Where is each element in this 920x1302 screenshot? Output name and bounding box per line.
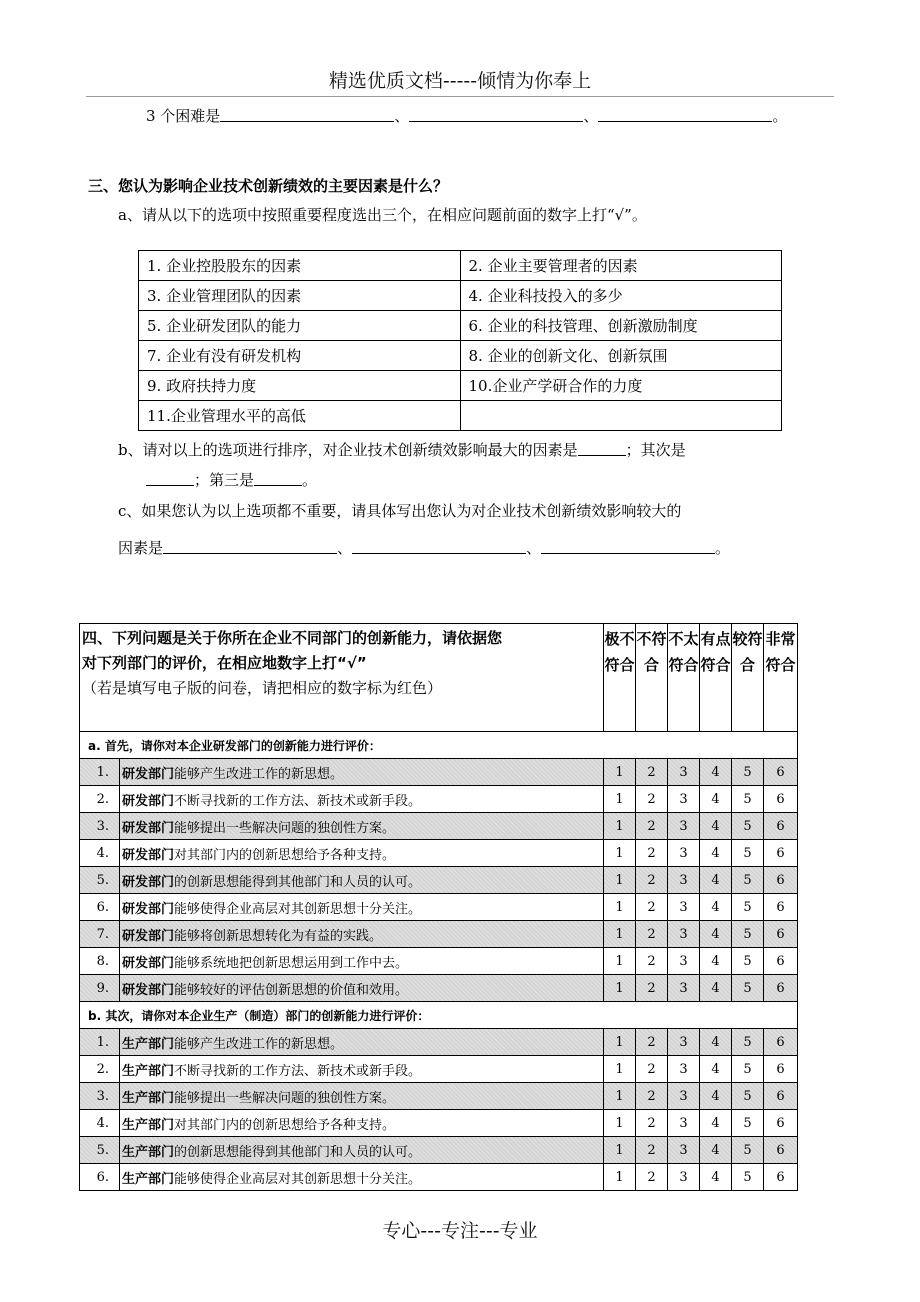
rating-option-1[interactable]: 1 [604,1164,636,1191]
rating-option-5[interactable]: 5 [732,948,764,975]
factor-option[interactable]: 1. 企业控股股东的因素 [139,251,461,281]
rank-second-blank[interactable] [146,471,194,486]
factor-option[interactable]: 6. 企业的科技管理、创新激励制度 [460,311,782,341]
rating-option-4[interactable]: 4 [700,840,732,867]
rating-option-5[interactable]: 5 [732,867,764,894]
rating-option-5[interactable]: 5 [732,786,764,813]
section4-intro [80,624,604,732]
question-text [120,975,604,1002]
question-text [120,1110,604,1137]
instruction-b-text: b、请对以上的选项进行排序，对企业技术创新绩效影响最大的因素是 [118,441,578,459]
question-statement: 不断寻找新的工作方法、新技术或新手段。 [174,1063,422,1079]
rating-option-2[interactable]: 2 [636,921,668,948]
question-statement: 能够系统地把创新思想运用到工作中去。 [174,955,409,971]
separator: 、 [394,107,410,125]
question-text [120,1164,604,1191]
column-header-somewhat-disagree: 不太符合 [668,624,700,732]
table-row [80,759,798,786]
department-name: 研发部门 [122,928,175,944]
difficulty-blank-1[interactable] [220,107,394,122]
table-row [80,1083,798,1110]
question-text [120,759,604,786]
other-factor-blank-3[interactable] [541,539,715,554]
rating-option-4[interactable]: 4 [700,867,732,894]
table-row [80,840,798,867]
rating-option-3[interactable]: 3 [668,1029,700,1056]
table-row [80,948,798,975]
section4-note: （若是填写电子版的问卷，请把相应的数字标为红色） [82,679,443,697]
question-statement: 能够提出一些解决问题的独创性方案。 [174,1090,396,1106]
rating-option-1[interactable]: 1 [604,1110,636,1137]
question-statement: 能够较好的评估创新思想的价值和效用。 [174,982,409,998]
rating-option-1[interactable]: 1 [604,948,636,975]
rating-option-3[interactable]: 3 [668,1164,700,1191]
question-statement: 对其部门内的创新思想给予各种支持。 [174,847,396,863]
question-text [120,1029,604,1056]
department-name: 研发部门 [122,820,175,836]
rating-option-3[interactable]: 3 [668,813,700,840]
section3-instruction-c-cont [118,537,730,559]
question-number: 5. [80,867,120,894]
instruction-b-text: ；第三是 [194,471,255,489]
question-text [120,948,604,975]
question-statement: 的创新思想能得到其他部门和人员的认可。 [174,1144,422,1160]
rating-option-2[interactable]: 2 [636,1164,668,1191]
rating-option-1[interactable]: 1 [604,921,636,948]
rating-option-4[interactable]: 4 [700,1083,732,1110]
end-mark: 。 [772,107,788,125]
rating-option-6[interactable]: 6 [764,1029,798,1056]
section4-heading-line2: 对下列部门的评价，在相应地数字上打“√” [82,654,367,672]
page-footer: 专心---专注---专业 [382,1220,538,1242]
rating-option-5[interactable]: 5 [732,975,764,1002]
rating-option-6[interactable]: 6 [764,759,798,786]
factor-option[interactable]: 5. 企业研发团队的能力 [139,311,461,341]
innovation-rating-table [79,623,798,1191]
rating-option-3[interactable]: 3 [668,840,700,867]
rating-option-4[interactable]: 4 [700,786,732,813]
column-header-somewhat-agree: 有点符合 [700,624,732,732]
factor-option[interactable]: 11.企业管理水平的高低 [139,401,461,431]
table-row [80,786,798,813]
department-name: 研发部门 [122,847,175,863]
rating-option-5[interactable]: 5 [732,1137,764,1164]
part-a-rows [80,759,798,1002]
rating-option-5[interactable]: 5 [732,759,764,786]
rating-option-3[interactable]: 3 [668,759,700,786]
rating-option-5[interactable]: 5 [732,921,764,948]
difficulty-blank-2[interactable] [409,107,583,122]
question-statement: 不断寻找新的工作方法、新技术或新手段。 [174,793,422,809]
rating-option-4[interactable]: 4 [700,975,732,1002]
rating-option-5[interactable]: 5 [732,840,764,867]
question-text [120,1083,604,1110]
rating-option-2[interactable]: 2 [636,1029,668,1056]
question-statement: 能够使得企业高层对其创新思想十分关注。 [174,901,422,917]
section4-heading-line1: 四、下列问题是关于你所在企业不同部门的创新能力，请依据您 [82,629,503,647]
question-statement: 对其部门内的创新思想给予各种支持。 [174,1117,396,1133]
difficulty-blank-3[interactable] [598,107,772,122]
question-statement: 能够使得企业高层对其创新思想十分关注。 [174,1171,422,1187]
question-statement: 能够产生改进工作的新思想。 [174,766,344,782]
department-name: 生产部门 [122,1090,175,1106]
instruction-b-text: ；其次是 [625,441,686,459]
factor-option[interactable]: 9. 政府扶持力度 [139,371,461,401]
question-number: 4. [80,840,120,867]
rating-option-1[interactable]: 1 [604,1029,636,1056]
column-header-strongly-agree: 非常符合 [764,624,798,732]
factor-option[interactable]: 3. 企业管理团队的因素 [139,281,461,311]
rating-option-2[interactable]: 2 [636,1110,668,1137]
question-number: 9. [80,975,120,1002]
table-row [80,975,798,1002]
rating-option-2[interactable]: 2 [636,1083,668,1110]
end-mark: 。 [302,471,318,489]
rating-option-2[interactable]: 2 [636,1137,668,1164]
rating-option-5[interactable]: 5 [732,1110,764,1137]
rating-option-6[interactable]: 6 [764,948,798,975]
rating-option-5[interactable]: 5 [732,894,764,921]
department-name: 生产部门 [122,1063,175,1079]
rating-option-3[interactable]: 3 [668,921,700,948]
question-statement: 能够提出一些解决问题的独创性方案。 [174,820,396,836]
department-name: 研发部门 [122,955,175,971]
department-name: 生产部门 [122,1144,175,1160]
rating-option-3[interactable]: 3 [668,1056,700,1083]
factor-option[interactable]: 4. 企业科技投入的多少 [460,281,782,311]
rating-option-4[interactable]: 4 [700,1137,732,1164]
question-number: 3. [80,1083,120,1110]
table-row [80,921,798,948]
department-name: 研发部门 [122,874,175,890]
section-b-row [80,1002,798,1029]
rating-option-3[interactable]: 3 [668,894,700,921]
rating-option-6[interactable]: 6 [764,975,798,1002]
question-text [120,1056,604,1083]
rating-option-3[interactable]: 3 [668,786,700,813]
other-factor-blank-1[interactable] [163,539,337,554]
question-number: 1. [80,759,120,786]
separator: 、 [337,539,353,557]
department-name: 研发部门 [122,766,175,782]
rating-option-5[interactable]: 5 [732,1083,764,1110]
rating-option-5[interactable]: 5 [732,1029,764,1056]
rating-option-4[interactable]: 4 [700,759,732,786]
rating-option-3[interactable]: 3 [668,948,700,975]
separator: 、 [526,539,542,557]
question-number: 1. [80,1029,120,1056]
table-row [80,867,798,894]
rating-option-6[interactable]: 6 [764,840,798,867]
question-number: 7. [80,921,120,948]
rating-option-6[interactable]: 6 [764,1056,798,1083]
rating-option-1[interactable]: 1 [604,1083,636,1110]
column-header-disagree: 不符合 [636,624,668,732]
rating-option-2[interactable]: 2 [636,948,668,975]
rating-option-4[interactable]: 4 [700,948,732,975]
rank-first-blank[interactable] [578,441,626,456]
rating-option-2[interactable]: 2 [636,813,668,840]
factor-option[interactable]: 2. 企业主要管理者的因素 [460,251,782,281]
rating-option-1[interactable]: 1 [604,1056,636,1083]
department-name: 研发部门 [122,793,175,809]
factor-options-table [138,250,782,431]
question-text [120,894,604,921]
part-b-rows [80,1029,798,1191]
table-row [80,1164,798,1191]
rating-option-1[interactable]: 1 [604,813,636,840]
question-number: 6. [80,1164,120,1191]
rating-option-6[interactable]: 6 [764,786,798,813]
question-text [120,786,604,813]
section3-instruction-a: a、请从以下的选项中按照重要程度选出三个，在相应问题前面的数字上打“√”。 [118,206,647,224]
department-name: 生产部门 [122,1171,175,1187]
question-statement: 的创新思想能得到其他部门和人员的认可。 [174,874,422,890]
question-statement: 能够将创新思想转化为有益的实践。 [174,928,383,944]
question-statement: 能够产生改进工作的新思想。 [174,1036,344,1052]
rating-option-4[interactable]: 4 [700,921,732,948]
rating-option-6[interactable]: 6 [764,921,798,948]
rating-option-4[interactable]: 4 [700,813,732,840]
difficulties-lead: 3 个困难是 [146,107,221,125]
section-a-row [80,732,798,759]
separator: 、 [583,107,599,125]
rating-option-6[interactable]: 6 [764,1110,798,1137]
rating-option-2[interactable]: 2 [636,894,668,921]
rating-option-1[interactable]: 1 [604,786,636,813]
section3-instruction-b [118,439,686,461]
question-text [120,1137,604,1164]
column-header-agree: 较符合 [732,624,764,732]
rating-option-3[interactable]: 3 [668,867,700,894]
rating-option-3[interactable]: 3 [668,1110,700,1137]
rating-option-3[interactable]: 3 [668,975,700,1002]
department-name: 生产部门 [122,1117,175,1133]
question-number: 6. [80,894,120,921]
rating-option-4[interactable]: 4 [700,1164,732,1191]
section3-heading: 三、您认为影响企业技术创新绩效的主要因素是什么？ [88,177,449,195]
department-name: 研发部门 [122,901,175,917]
table-row [80,1029,798,1056]
question-text [120,813,604,840]
question-text [120,840,604,867]
rating-option-1[interactable]: 1 [604,1137,636,1164]
rating-option-6[interactable]: 6 [764,1164,798,1191]
section-b-title: b. 其次，请你对本企业生产（制造）部门的创新能力进行评价： [80,1002,798,1029]
rating-option-4[interactable]: 4 [700,894,732,921]
column-header-strongly-disagree: 极不符合 [604,624,636,732]
rating-option-2[interactable]: 2 [636,759,668,786]
page-header-title: 精选优质文档-----倾情为你奉上 [328,70,592,92]
difficulties-line [146,105,787,127]
table-row [80,894,798,921]
question-number: 2. [80,786,120,813]
other-factor-blank-2[interactable] [352,539,526,554]
rating-option-3[interactable]: 3 [668,1137,700,1164]
factor-option[interactable]: 8. 企业的创新文化、创新氛围 [460,341,782,371]
question-text [120,867,604,894]
table-row [80,1056,798,1083]
rating-option-1[interactable]: 1 [604,975,636,1002]
rating-option-6[interactable]: 6 [764,1083,798,1110]
rating-option-5[interactable]: 5 [732,1056,764,1083]
rating-option-1[interactable]: 1 [604,759,636,786]
table-row [80,813,798,840]
rating-option-1[interactable]: 1 [604,840,636,867]
rating-option-2[interactable]: 2 [636,975,668,1002]
instruction-c-text: 因素是 [118,539,164,557]
header-divider [86,96,834,97]
factor-option[interactable]: 10.企业产学研合作的力度 [460,371,782,401]
end-mark: 。 [715,539,731,557]
rating-option-2[interactable]: 2 [636,786,668,813]
section3-instruction-c: c、如果您认为以上选项都不重要，请具体写出您认为对企业技术创新绩效影响较大的 [118,502,682,520]
rating-option-2[interactable]: 2 [636,1056,668,1083]
question-number: 2. [80,1056,120,1083]
rating-option-2[interactable]: 2 [636,867,668,894]
question-number: 4. [80,1110,120,1137]
table-row [80,1110,798,1137]
rating-option-6[interactable]: 6 [764,867,798,894]
question-number: 5. [80,1137,120,1164]
factor-option-empty [460,401,782,431]
section3-instruction-b-cont [146,469,317,491]
rating-option-2[interactable]: 2 [636,840,668,867]
rating-option-1[interactable]: 1 [604,894,636,921]
rating-option-4[interactable]: 4 [700,1029,732,1056]
question-number: 8. [80,948,120,975]
rating-option-6[interactable]: 6 [764,813,798,840]
rating-option-3[interactable]: 3 [668,1083,700,1110]
rating-option-1[interactable]: 1 [604,867,636,894]
question-number: 3. [80,813,120,840]
factor-option[interactable]: 7. 企业有没有研发机构 [139,341,461,371]
rating-option-6[interactable]: 6 [764,1137,798,1164]
question-text [120,921,604,948]
section-a-title: a. 首先，请你对本企业研发部门的创新能力进行评价： [80,732,798,759]
rank-third-blank[interactable] [254,471,302,486]
department-name: 研发部门 [122,982,175,998]
rating-option-5[interactable]: 5 [732,813,764,840]
rating-option-5[interactable]: 5 [732,1164,764,1191]
department-name: 生产部门 [122,1036,175,1052]
rating-option-4[interactable]: 4 [700,1110,732,1137]
rating-option-4[interactable]: 4 [700,1056,732,1083]
table-row [80,1137,798,1164]
rating-option-6[interactable]: 6 [764,894,798,921]
